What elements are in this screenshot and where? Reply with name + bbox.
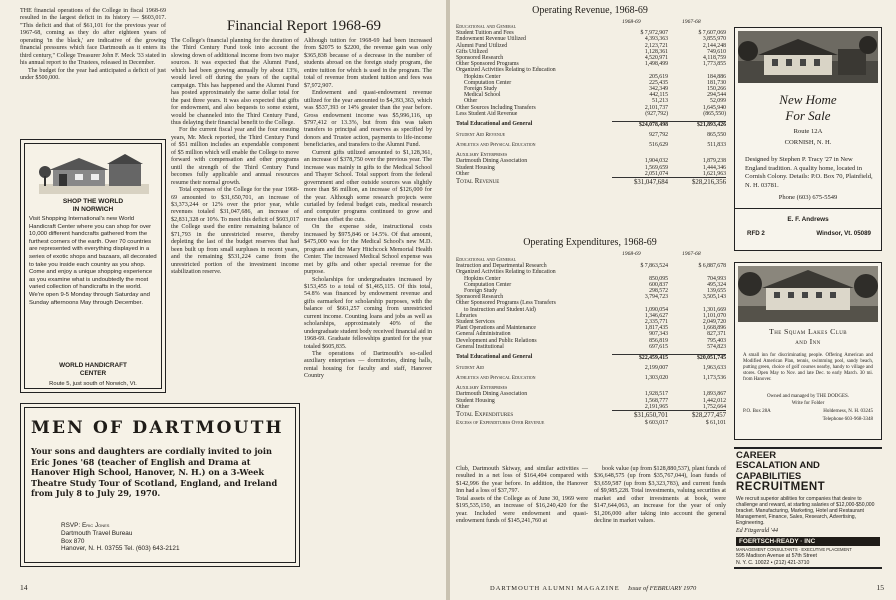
value-1968-69: 1,346,627	[644, 312, 668, 319]
ad-world-address: Route 5, just south of Norwich, Vt.	[49, 381, 137, 387]
row-label: Libraries	[456, 312, 477, 319]
ad-home-title: New Home For Sale	[779, 92, 837, 123]
body-column-3	[304, 38, 432, 381]
ad-squam-owner: Owned and managed by THE DODGES.	[766, 394, 850, 399]
row-label: Organized Activities Relating to Education	[456, 269, 556, 276]
value-1967-68: 1,668,896	[702, 325, 726, 332]
value-1967-68: $28,277,457	[668, 410, 726, 420]
value-1968-69: 1,128,361	[644, 48, 668, 55]
value-1968-69: 1,568,777	[644, 397, 668, 404]
ad-career-addr: 595 Madison Avenue at 57th Street	[736, 553, 817, 559]
value-1967-68: 1,645,940	[702, 104, 726, 111]
row-label: Sponsored Research	[456, 294, 504, 301]
value-1968-69: 205,619	[649, 73, 668, 80]
row-label: Endowment Revenue Utilized	[456, 36, 526, 43]
ad-squam-tel: Telephone 603-968-3348	[822, 417, 873, 422]
value-1968-69: $24,078,498	[612, 121, 668, 128]
paragraph: Current gifts utilized amounted to $1,128,361, an increase of $378,750 over the previous year. The increase was mainly in gifts to the Medical School and Thayer School. Total support from the federal government and other outside sources was slightly more than $6 million, an increase of $126,000 for the year. Although some research projects were curtailed by federal budget cuts, medical research and computer programs continued to grow and more than offset the cuts.	[304, 149, 432, 223]
value-1967-68: 704,993	[707, 275, 726, 282]
ad-home-town: CORNISH, N. H.	[784, 139, 832, 146]
value-1967-68: 150,266	[707, 86, 726, 93]
value-1967-68: 495,324	[707, 281, 726, 288]
expenditures-table	[456, 257, 726, 426]
value-1968-69: 51,213	[652, 98, 668, 105]
ad-squam-city: Holderness, N. H. 03245	[823, 409, 873, 414]
paragraph: For the current fiscal year and the four ensuing years, Mr. Meck reported, the Third Century Fund of $51 million includes an expendable component of $5 million which will enable the College to move forward with compensation and other programs until the strength of the Third Century Fund becomes fully applicable and annual resources resume their normal growth.	[171, 127, 299, 186]
value-1967-68: 1,442,012	[702, 397, 726, 404]
value-1968-69: 442,115	[649, 92, 668, 99]
row-label: Instruction and Departmental Research	[456, 263, 547, 270]
ad-new-home	[734, 27, 882, 251]
row-label: Auxiliary Enterprises	[456, 385, 508, 392]
table-row	[456, 177, 726, 187]
row-label: Student Aid	[456, 364, 485, 371]
row-label: Other	[456, 170, 470, 177]
row-label: Educational and General	[456, 257, 517, 263]
value-1968-69: $ 7,972,907	[640, 30, 668, 37]
value-1967-68: 795,403	[707, 337, 726, 344]
row-label: Development and Public Relations	[456, 337, 537, 344]
table-row	[456, 354, 726, 361]
right-page: Operating Revenue, 1968-69 1968-69 1967-68 Educational and General Student Tuition and Fees $ 7,972,907 $ 7,607,069 Endowment Revenue Utilized 4,393,363 3,855,970 Alumni Fund Utilized 2,123,721 2,144,248 Gifts Utilized 1,128,361 749,610 Sponsored Research 4,520,971 4,118,759 Other Sponsored Programs 1,498,499 1,773,855 Organized Activities Relating to Education Hopkins Center 205,619 184,886 Computation Center 225,435 181,730 Foreign Study 342,349 150,266 Medical School 442,115 294,544 Other 51,213 52,099 Other Sources Including Transfers 2,101,737 1,645,940 Less Student Aid Revenue (927,792) (865,550) Total Educational and General $24,078,498 $21,893,426 Student Aid Revenue 927,792 865,550 Athletics and Physical Education 516,629 511,833 Auxiliary Enterprises Dartmouth Dining Association 1,904,032 1,879,238 Student Housing 1,569,659 1,444,346 Other 2,051,074 1,621,963 Total Revenue $31,047,684 $28,216,356 Operating Expenditures, 1968-69 1968-69 1967-68 Educational and General Instruction and Departmental Research $ 7,863,524 $ 6,887,678 Organized Activities Relating to Education Hopkins Center 850,095 704,993 Computation Center 600,837 495,324 Foreign Study 298,572 139,655 Sponsored Research 3,794,723 3,505,143 Other Sponsored Programs (Less Transfers to Instruction and Student Aid) 1,090,054 1,301,669 Libraries 1,346,627 1,101,070 Student Services 2,335,771 2,049,720 Plant Operations and Maintenance 1,817,435 1,668,896 General Administration 907,343 827,371 Development and Public Relations 856,819 795,403 General Institutional 697,615 574,823 Total Educational and General $22,459,415 $20,051,745 Student Aid 2,199,007 1,963,633 Athletics and Physical Education 1,303,020 1,173,536 Auxiliary Enterprises Dartmouth Dining Association 1,928,517 1,893,867 Student Housing 1,568,777 1,442,012 Other 2,191,965 1,752,664 Total Expenditures $31,650,701 $28,277,457 Excess of Expenditures Over Revenue $ 603,017 $ 61,101 Club, Dartmouth Skiway, and similar activities — resulted in a net loss of $164,494 compared with $142,996 the year before. In addition, the Hanover Inn had a loss of $37,797. Total assets of the College as of June 30, 1969 were $195,535,150, an increase of $16,240,420 for the year. Included were endowment and quasi-endowment funds of $145,241,760 at book value (up from $128,880,537), plant funds of $36,648,575 (up from $35,767,044), loan funds of $3,659,587 (up from $3,323,783), and current funds of $9,985,228. Total investments, valuing securities at market and other investments at book, were $147,644,063, an increase for the year of only $1,206,000 after taking into account the general decline in market values. New Home For Sale Route 12A CORNISH, N. H. Designed by Stephen P. Tracy '27 in New England tradition. A quality home, located in Cornish Colony. Details: P.O. Box 70, Plainfield, N. H. 03781. Phone (603) 675-5549 E. F. Andrews RFD 2 Windsor, Vt. 05089 The Squam Lakes Club and Inn A small inn for discriminating people. Offering American and Modified American Plan, tennis, swimming pool, sandy beach, putting green, choice of golf courses nearby, handy to village and stores. Open May to Nov. and late Dec. to early March. 30 mi. from Hanover. Owned and managed by THE DODGES. Write for Folder P.O. Box 28A Holderness, N. H. 03245 Telephone 603-968-3348 CAREER ESCALATION AND CAPABILITIES RECRUITMENT We recruit superior abilities for companies that desire to challenge and reward, at starting salaries of $12,000-$50,000 bracket. Manufacturing, Marketing, Hotel and Restaurant Management, Finance, Sales, Research, Advertising, Engineering. Ed Fitzgerald '44 FOERTSCH-READY · INC MANAGEMENT CONSULTANTS · EXECUTIVE PLACEMENT 595 Madison Avenue at 57th Street N. Y. C. 10022 • (212) 421-3710 DARTMOUTH ALUMNI MAGAZINE Issue of FEBRUARY 1970 15	[450, 0, 896, 600]
paragraph: THE financial operations of the College in fiscal 1968-69 resulted in the largest deficit in its history — $603,017. "This deficit and that of $61,101 for the previous year of 1967-68, coming as they do after eighteen years of operating 'in the black,' are indicative of the growing financial pressures which face Dartmouth as it enters its third century," College Treasurer John F. Meck '33 stated in his annual report to the Trustees, released in December.	[20, 8, 166, 67]
value-1967-68: 1,752,664	[702, 403, 726, 410]
value-1968-69: 927,792	[649, 131, 668, 138]
row-label: Other	[456, 403, 470, 410]
row-label: Gifts Utilized	[456, 48, 488, 55]
row-label: Medical School	[464, 92, 501, 99]
intro-column	[20, 8, 166, 83]
paragraph: Scholarships for undergraduates increased by $153,455 to a total of $1,465,115. Of this total, 54.8% was financed by endowment revenue and gifts earmarked for scholarship purposes, with the balance of $661,257 coming from unrestricted current income. Counting loans and jobs as well as scholarships, approximately 40% of the undergraduate student body received financial aid in 1968-69. Graduate fellowships granted for the year totaled $605,835.	[304, 276, 432, 350]
value-1968-69: 298,572	[649, 288, 668, 295]
ad-men-title: MEN OF DARTMOUTH	[31, 418, 284, 438]
row-label: Student Housing	[456, 164, 495, 171]
value-1967-68: 52,099	[710, 98, 726, 105]
value-1967-68: 4,118,759	[703, 55, 726, 62]
value-1967-68: 1,879,238	[702, 158, 726, 165]
table-row	[456, 121, 726, 128]
value-1968-69: 907,343	[649, 331, 668, 338]
value-1968-69: 2,191,965	[644, 403, 668, 410]
value-1968-69: $22,459,415	[612, 354, 668, 361]
value-1968-69: 600,837	[649, 281, 668, 288]
value-1967-68: 1,444,346	[702, 164, 726, 171]
value-1968-69: 4,393,363	[644, 36, 668, 43]
value-1968-69: 2,199,007	[644, 364, 668, 371]
ad-home-agent: E. F. Andrews	[787, 216, 829, 223]
value-1967-68: 1,893,867	[702, 391, 726, 398]
ad-home-place: Windsor, Vt. 05089	[816, 230, 871, 237]
row-label: Auxiliary Enterprises	[456, 152, 508, 159]
row-label: Plant Operations and Maintenance	[456, 325, 537, 332]
value-1967-68: 3,505,143	[702, 294, 726, 301]
row-label: Foreign Study	[464, 288, 498, 295]
value-1968-69: 1,090,054	[644, 306, 668, 313]
row-label: Less Student Aid Revenue	[456, 110, 518, 117]
value-1968-69: 2,101,737	[644, 104, 668, 111]
row-label: to Instruction and Student Aid)	[464, 306, 536, 313]
row-label: Student Services	[456, 319, 495, 326]
folio-right: 15	[876, 583, 884, 592]
value-1967-68: 2,049,720	[702, 319, 726, 326]
revenue-title: Operating Revenue, 1968-69	[532, 5, 648, 16]
value-1967-68: 1,101,070	[702, 312, 726, 319]
paragraph: Endowment and quasi-endowment revenue utilized for the year amounted to $4,393,363, which was $537,393 or 14% greater than the year before. Gross endowment income was $5,996,116, up $797,412 or 13.3%, but from this was taken transfers to principal and reserves as specified by donors and Trustee action, payments to life-income beneficiaries, and transfers to the Alumni Fund.	[304, 90, 432, 149]
ad-world-name: WORLD HANDICRAFT CENTER	[59, 362, 127, 377]
house-photo-icon	[738, 31, 878, 83]
page-title: Financial Report 1968-69	[226, 18, 382, 34]
value-1968-69: 516,629	[649, 141, 668, 148]
row-label: Athletics and Physical Education	[456, 141, 536, 148]
row-label: Foreign Study	[464, 86, 498, 93]
value-1967-68: 181,730	[707, 79, 726, 86]
ad-career	[734, 447, 882, 569]
ad-men-rsvp: RSVP: Eric Jones Dartmouth Travel Bureau Box 870 Hanover, N. H. 03755 Tel. (603) 643-2121	[61, 522, 180, 553]
value-1967-68: 1,173,536	[702, 374, 726, 381]
value-1967-68: 2,144,248	[702, 42, 726, 49]
value-1967-68: $21,893,426	[668, 121, 726, 128]
expenditures-title: Operating Expenditures, 1968-69	[523, 237, 657, 248]
table-row	[456, 420, 726, 426]
paragraph: Although tuition for 1968-69 had been increased from $2075 to $2200, the revenue gain was only $365,838 because of a decrease in the number of students abroad on the foreign study program, the entire tuition for which is used in the program. The total of revenue from student tuition and fees was $7,972,907.	[304, 38, 432, 89]
left-page	[0, 0, 446, 600]
value-1967-68: 865,550	[707, 131, 726, 138]
ad-career-sig: Ed Fitzgerald '44	[736, 528, 778, 534]
value-1967-68: $28,216,356	[668, 177, 726, 187]
paragraph: On the expense side, instructional costs increased by $975,846 or 14.5%. Of that amount, $475,000 was for the Medical School's new M.D. program and the Mary Hitchcock Memorial Health Center. The increased Medical School expense was met by gifts and other special revenue for the purpose.	[304, 224, 432, 276]
ad-men-of-dartmouth	[20, 403, 300, 567]
ad-squam-folder: Write for Folder	[791, 401, 825, 406]
ad-career-title: CAREER ESCALATION AND CAPABILITIES RECRUITMENT	[736, 450, 826, 494]
value-1967-68: 139,655	[707, 288, 726, 295]
ad-career-firm-sub: MANAGEMENT CONSULTANTS · EXECUTIVE PLACEMENT	[736, 547, 852, 552]
ad-world-handicraft	[20, 139, 166, 393]
value-1968-69: 2,335,771	[644, 319, 668, 326]
revenue-table	[456, 24, 726, 187]
row-label: Total Educational and General	[456, 354, 533, 361]
table-row	[456, 404, 726, 411]
row-label: Hopkins Center	[464, 73, 501, 80]
row-label: Educational and General	[456, 24, 517, 30]
value-1968-69: 1,904,032	[644, 158, 668, 165]
paragraph: Total expenses of the College for the year 1968-69 amounted to $31,650,701, an increase of $3,373,244 or 12% over the prior year, while revenues totaled $31,047,686, an increase of $2,831,328 or 10%. To meet this deficit of $603,017 the College used the entire remaining balance of $71,793 in the unrestricted reserve, thereby depleting the last of the budget reserves that had been built up from small surpluses in recent years, and the remaining $531,224 came from the unrestricted portion of the investment income stabilization reserve.	[171, 187, 299, 276]
row-label: Excess of Expenditures Over Revenue	[456, 419, 545, 426]
ad-home-divider	[735, 208, 881, 209]
row-label: Hopkins Center	[464, 275, 501, 282]
value-1967-68: (865,550)	[703, 110, 726, 117]
paragraph: The College's financial planning for the duration of the Third Century Fund took into account the slowing down of additional income from two major sources. It was expected that the Alumni Fund, which had been growing annually by about 13%, would level off during the years of the capital campaign. This has happened and the Alumni Fund has posted approximately the same dollar total for the past three years. It was also expected that gifts for endowment, and also bequests to some extent, would be channeled into the Third Century Fund, thus delaying their financial benefit to the College.	[171, 38, 299, 126]
row-label: Other Sources Including Transfers	[456, 104, 536, 111]
folio-left: 14	[20, 583, 28, 592]
value-1968-69: (927,792)	[645, 110, 668, 117]
bottom-column-1: Club, Dartmouth Skiway, and similar activities — resulted in a net loss of $164,494 compared with $142,996 the year before. In addition, the Hanover Inn had a loss of $37,797. Total assets of the College as of June 30, 1969 were $195,535,150, an increase of $16,240,420 for the year. Included were endowment and quasi-endowment funds of $145,241,760 at	[456, 466, 588, 525]
value-1968-69: 850,095	[649, 275, 668, 282]
bottom-column-2: book value (up from $128,880,537), plant funds of $36,648,575 (up from $35,767,044), loan funds of $3,659,587 (up from $3,323,783), and current funds of $9,985,228. Total investments, valuing securities at market and other investments at book, were $147,644,063, an increase for the year of only $1,206,000 after taking into account the general decline in market values.	[594, 466, 726, 525]
value-1968-69: 225,435	[649, 79, 668, 86]
value-1968-69: 1,928,517	[644, 391, 668, 398]
row-label: Organized Activities Relating to Education	[456, 67, 556, 74]
value-1967-68: $20,051,745	[668, 354, 726, 361]
ad-men-body: Your sons and daughters are cordially invited to join Eric Jones '68 (teacher of English and Drama at Hanover High School, Hanover, N. H.) on a 3-Week Theatre Study Tour of Scotland, England, and Ireland from July 8 to July 29, 1970.	[31, 446, 278, 499]
paragraph: The operations of Dartmouth's so-called auxiliary enterprises — dormitories, dining halls, rental housing for faculty and staff, Hanover Country	[304, 351, 432, 380]
issue-line: Issue of FEBRUARY 1970	[628, 585, 697, 592]
value-1968-69: 2,051,074	[644, 170, 668, 177]
row-label: Computation Center	[464, 79, 512, 86]
value-1967-68: 3,855,970	[702, 36, 726, 43]
row-label: Dartmouth Dining Association	[456, 391, 528, 398]
ad-world-title: SHOP THE WORLD IN NORWICH	[62, 198, 124, 213]
row-label: Other Sponsored Programs (Less Transfers	[456, 300, 556, 307]
ad-world-body: Visit Shopping International's new World Handicraft Center where you can shop for over 10,000 different handcrafts gathered from the furthest corners of the earth. Over 70 countries are represented with everything displayed in a series of exotic shops and bazaars, all decorated to take you inside each country as you shop. Come and enjoy a unique shopping experience as you examine what is undoubtedly the most varied collection of handicrafts in the world. We're open 9-5 Monday through Saturday and Sunday afternoons May through December.	[29, 216, 157, 306]
paragraph: The budget for the year had anticipated a deficit of just under $500,000.	[20, 67, 166, 82]
row-label: Student Tuition and Fees	[456, 30, 514, 37]
row-label: Other Sponsored Programs	[456, 61, 519, 68]
ad-career-firm: FOERTSCH-READY · INC	[736, 537, 880, 546]
value-1967-68: 827,371	[707, 331, 726, 338]
intro-text	[20, 8, 166, 83]
ad-squam-box: P.O. Box 28A	[743, 409, 771, 414]
value-1968-69: 342,349	[649, 86, 668, 93]
value-1968-69: 1,817,435	[644, 325, 668, 332]
value-1968-69: $31,650,701	[612, 410, 668, 420]
running-head: DARTMOUTH ALUMNI MAGAZINE	[490, 585, 620, 592]
value-1967-68: 1,773,855	[702, 61, 726, 68]
row-label: Other	[464, 98, 478, 105]
row-label: General Institutional	[456, 343, 504, 350]
value-1967-68: $ 7,607,069	[698, 30, 726, 37]
row-label: Student Housing	[456, 397, 495, 404]
value-1967-68: 511,833	[707, 141, 726, 148]
ad-squam-body: A small inn for discriminating people. Offering American and Modified American Plan, tennis, swimming pool, sandy beach, putting green, choice of golf courses nearby, handy to village and stores. Open May to Nov. and late Dec. to early March. 30 mi. from Hanover.	[743, 353, 873, 382]
table-row	[456, 171, 726, 178]
value-1968-69: $ 603,017	[644, 419, 668, 426]
body-column-2	[171, 38, 299, 277]
ad-career-body: We recruit superior abilities for companies that desire to challenge and reward, at starting salaries of $12,000-$50,000 bracket. Manufacturing, Marketing, Hotel and Restaurant Management, Finance, Sales, Research, Advertising, Engineering.	[736, 496, 875, 526]
ad-home-phone: Phone (603) 675-5549	[778, 194, 838, 201]
value-1968-69: 2,123,721	[644, 42, 668, 49]
ad-home-rfd: RFD 2	[747, 230, 765, 237]
row-label: Athletics and Physical Education	[456, 374, 536, 381]
row-label: Alumni Fund Utilized	[456, 42, 508, 49]
shop-illustration-icon	[39, 150, 149, 194]
inn-photo-icon	[738, 266, 878, 322]
value-1968-69: 4,520,971	[644, 55, 668, 62]
value-1967-68: 184,886	[707, 73, 726, 80]
ad-home-route: Route 12A	[793, 128, 823, 135]
value-1968-69: 856,819	[649, 337, 668, 344]
value-1968-69: 697,615	[649, 343, 668, 350]
row-label: Total Educational and General	[456, 121, 533, 128]
value-1967-68: 294,544	[707, 92, 726, 99]
table-row	[456, 410, 726, 420]
value-1968-69: 1,569,659	[644, 164, 668, 171]
row-label: Total Expenditures	[456, 411, 514, 419]
row-label: Total Revenue	[456, 178, 500, 186]
value-1967-68: 749,610	[707, 48, 726, 55]
value-1967-68: 574,823	[707, 343, 726, 350]
value-1968-69: $31,047,684	[612, 177, 668, 187]
row-label: Computation Center	[464, 281, 512, 288]
ad-career-city: N. Y. C. 10022 • (212) 421-3710	[736, 560, 810, 566]
value-1967-68: $ 61,101	[705, 419, 726, 426]
value-1967-68: $ 6,887,678	[698, 263, 726, 270]
row-label: Student Aid Revenue	[456, 131, 506, 138]
row-label: Sponsored Research	[456, 55, 504, 62]
value-1968-69: 3,794,723	[644, 294, 668, 301]
ad-squam-lakes	[734, 262, 882, 440]
value-1968-69: 1,303,020	[644, 374, 668, 381]
value-1967-68: 1,963,633	[702, 364, 726, 371]
row-label: General Administration	[456, 331, 511, 338]
value-1968-69: $ 7,863,524	[640, 263, 668, 270]
ad-home-body: Designed by Stephen P. Tracy '27 in New England tradition. A quality home, located in Cornish Colony. Details: P.O. Box 70, Plainfield, N. H. 03781.	[745, 156, 873, 189]
value-1967-68: 1,621,963	[702, 170, 726, 177]
value-1967-68: 1,301,669	[702, 306, 726, 313]
value-1968-69: 1,498,499	[644, 61, 668, 68]
row-label: Dartmouth Dining Association	[456, 158, 528, 165]
ad-squam-title: The Squam Lakes Club and Inn	[769, 327, 847, 346]
